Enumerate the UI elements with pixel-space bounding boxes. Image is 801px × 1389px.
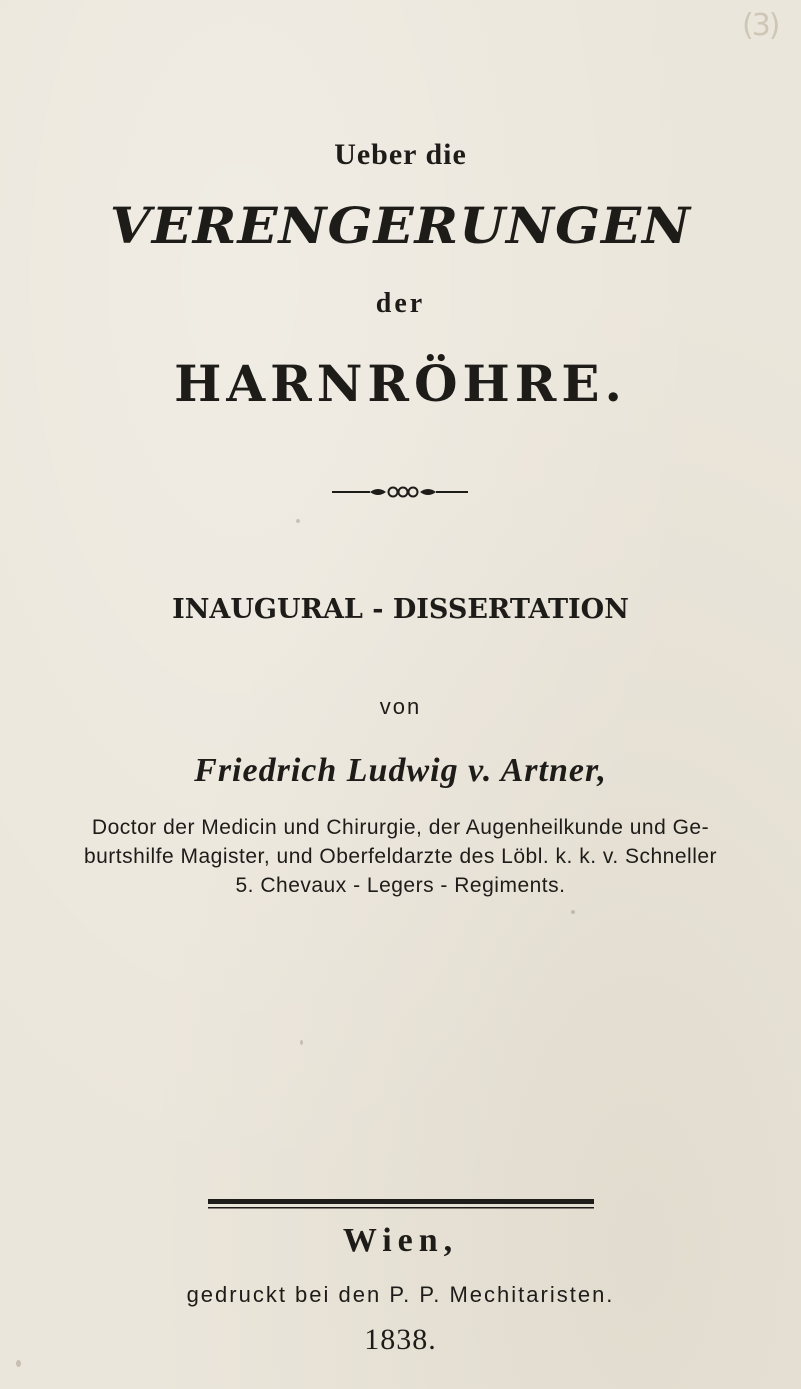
imprint-year: 1838.	[364, 1323, 437, 1356]
title-line-verengerungen: VERENGERUNGEN	[109, 196, 692, 255]
page-number: (3)	[742, 8, 779, 43]
imprint-printer: gedruckt bei den P. P. Mechitaristen.	[186, 1282, 615, 1307]
paper-speck	[16, 1360, 21, 1367]
title-line-harnroehre: HARNRÖHRE.	[174, 354, 627, 413]
author-description-line: Doctor der Medicin und Chirurgie, der Augenheilkunde und Ge-	[91, 816, 710, 839]
paper-speck	[300, 1040, 303, 1045]
imprint-city: Wien,	[342, 1222, 459, 1259]
title-line-der: der	[375, 288, 426, 319]
author-description-line: burtshilfe Magister, und Oberfeldarzte des Löbl. k. k. v. Schneller	[83, 845, 718, 868]
ornament-divider	[330, 484, 470, 500]
author-description-line: 5. Chevaux - Legers - Regiments.	[235, 874, 566, 897]
dissertation-label: INAUGURAL - DISSERTATION	[172, 594, 629, 625]
paper-speck	[571, 910, 575, 914]
author-name: Friedrich Ludwig v. Artner,	[194, 752, 607, 789]
von-label: von	[379, 694, 422, 719]
double-rule-divider	[208, 1198, 594, 1210]
title-line-ueber-die: Ueber die	[334, 138, 467, 171]
paper-speck	[296, 519, 300, 523]
